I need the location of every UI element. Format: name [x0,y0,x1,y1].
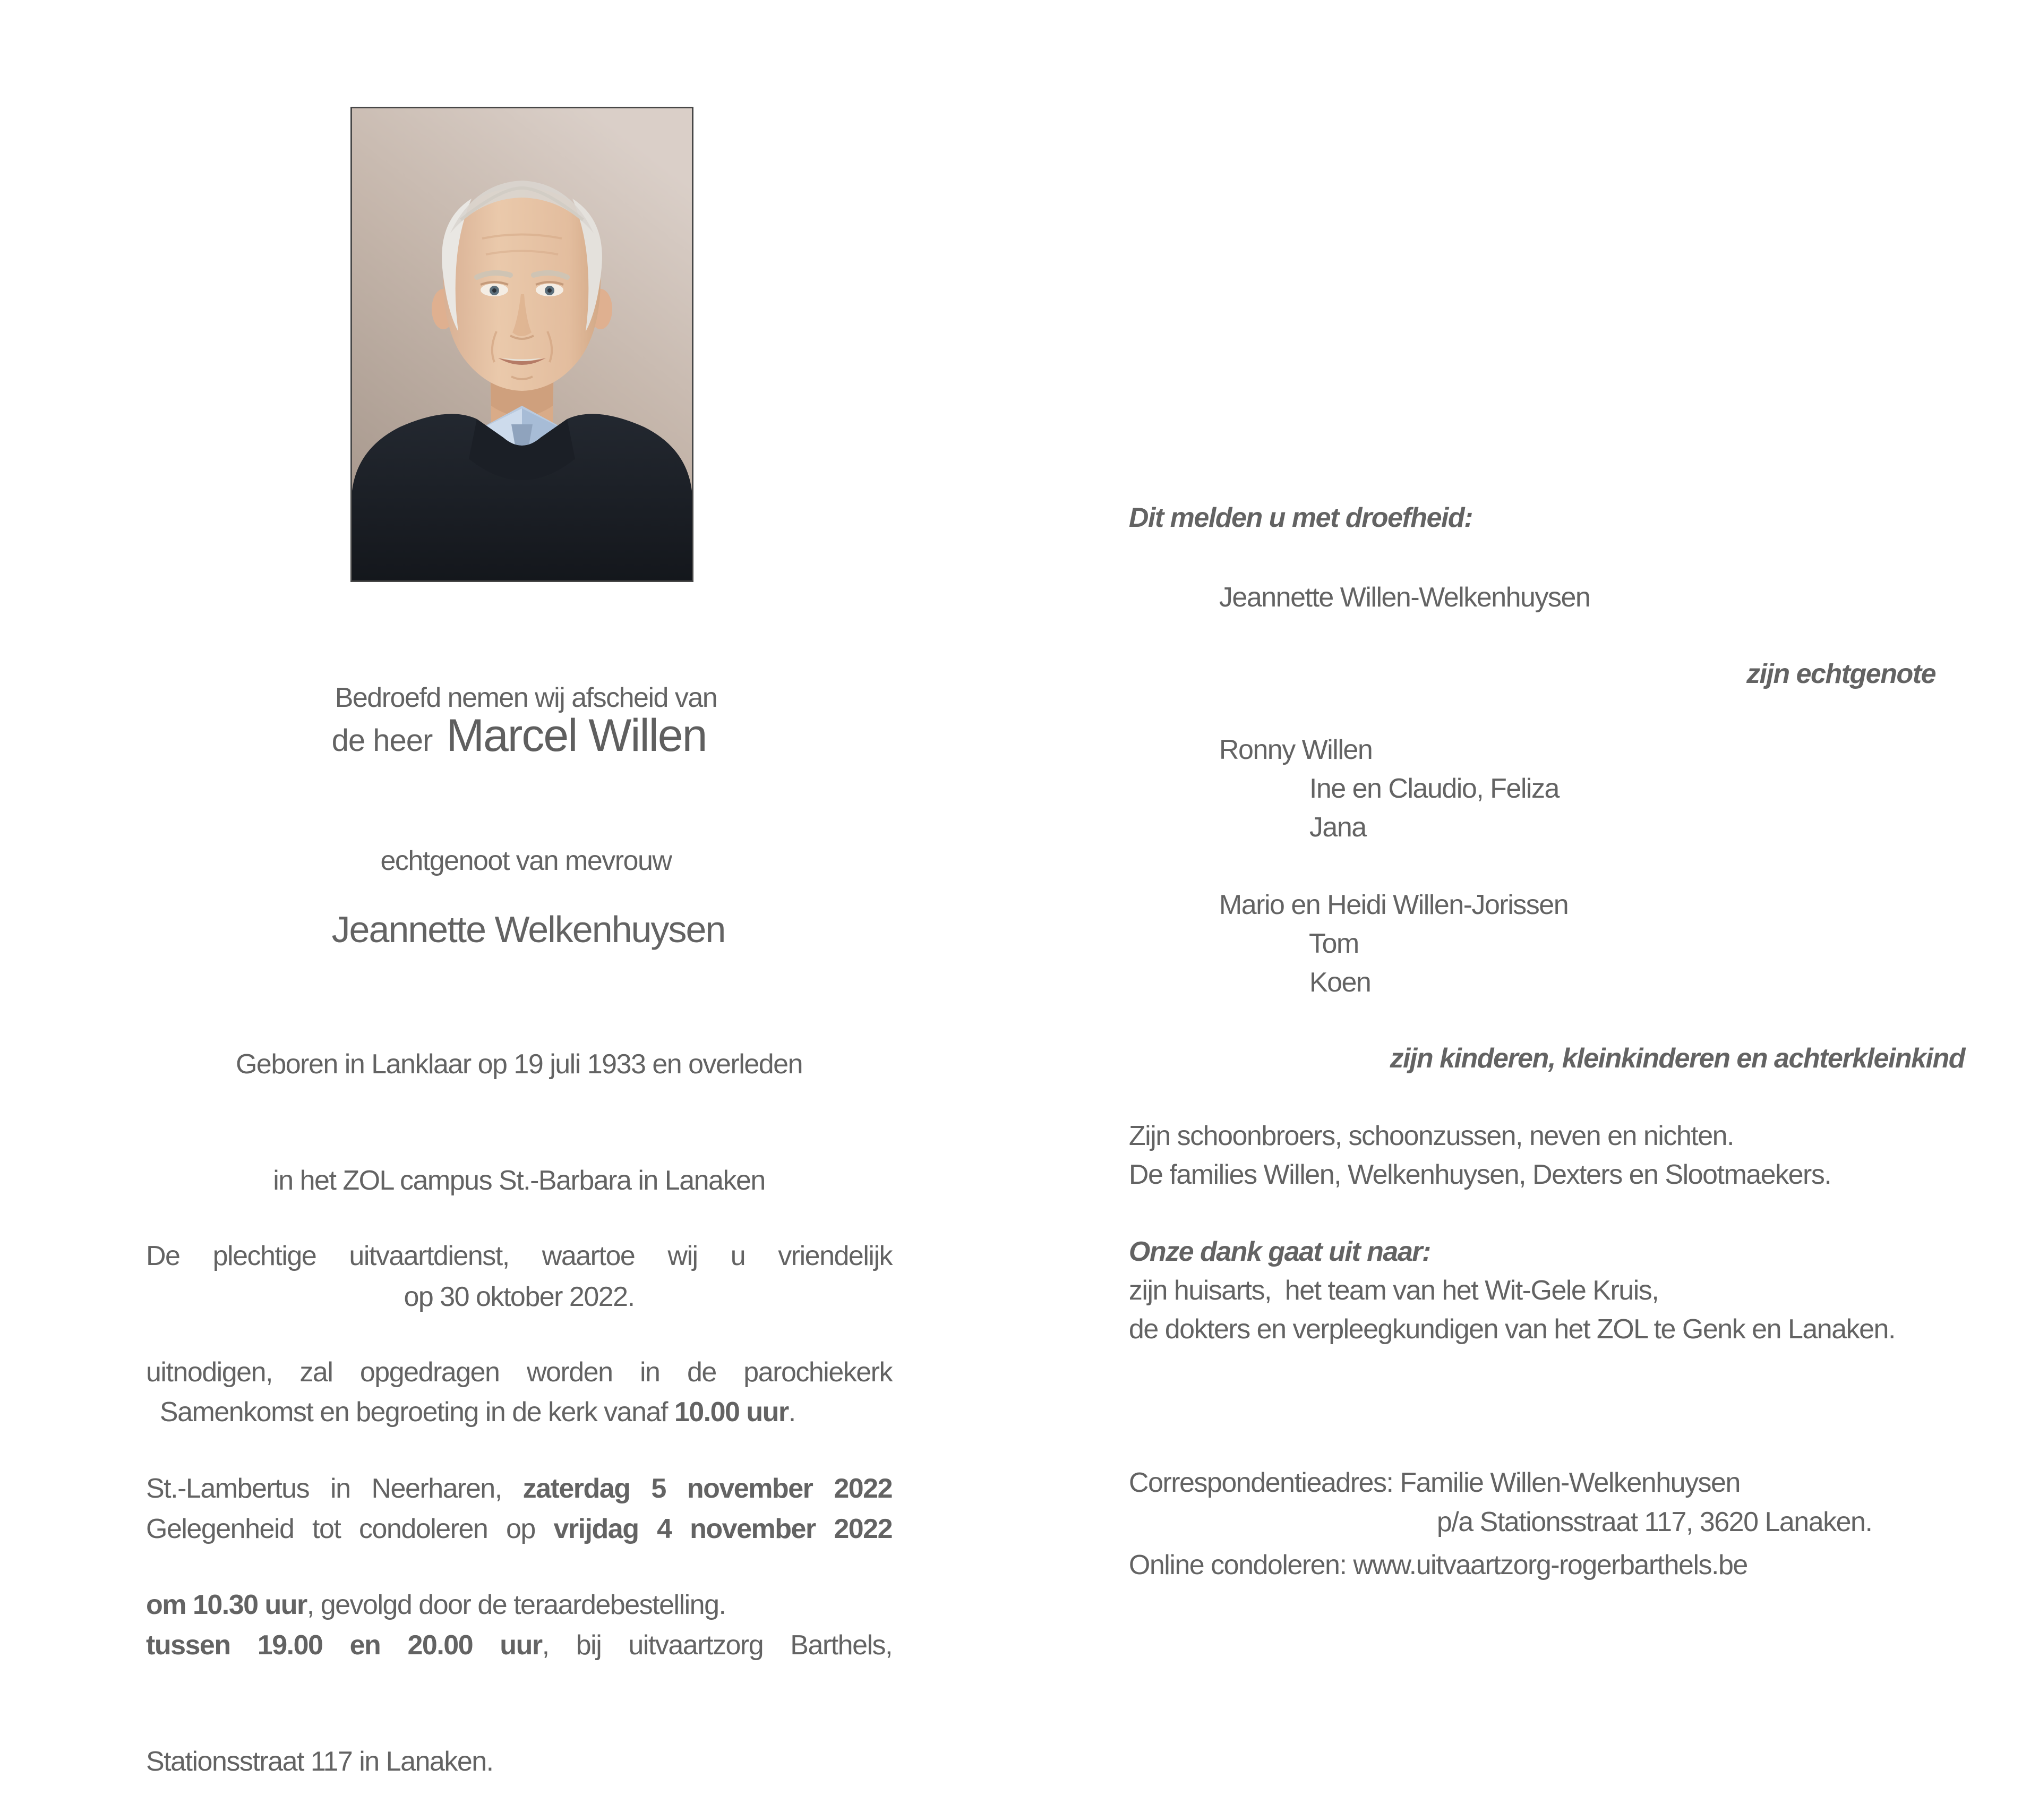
title-prefix: de heer [331,723,433,758]
thanks-heading: Onze dank gaat uit naar: [1128,1236,1430,1267]
deceased-name-line [146,706,892,778]
spouse-intro-text: echtgenoot van mevrouw [380,845,672,876]
service-time-bold: om 10.30 uur [146,1590,307,1620]
family-caption: zijn kinderen, kleinkinderen en achterkleinkind [1390,1043,1965,1074]
elderly-man-portrait-illustration [352,108,692,580]
thanks-line-2: de dokters en verpleegkundigen van het ZOL te Genk en Lanaken. [1128,1314,1895,1345]
widow-role-line: zijn echtgenote [1746,659,1935,689]
family-son2-children-2: Koen [1309,967,1371,998]
gathering-time-bold: 10.00 uur [674,1397,789,1428]
service-line-4: om 10.30 uur, gevolgd door de teraardebestelling. [146,1590,726,1620]
birth-line-2: in het ZOL campus St.-Barbara in Lanaken [273,1165,765,1196]
service-line-1: De plechtige uitvaartdienst, waartoe wij u vriendelijk [146,1241,892,1271]
family-son2: Mario en Heidi Willen-Jorissen [1219,890,1569,920]
widow-name-line: Jeannette Willen-Welkenhuysen [1219,582,1590,613]
condolence-date-bold: vrijdag 4 november 2022 [553,1514,892,1544]
condolence-line-1: Gelegenheid tot condoleren op vrijdag 4 november 2022 [146,1514,892,1544]
service-line-3: St.-Lambertus in Neerharen, zaterdag 5 november 2022 [146,1473,892,1504]
contact-line-3 [1115,1507,1747,1585]
announcement-heading: Dit melden u met droefheid: [1128,502,1473,533]
birth-line-3: op 30 oktober 2022. [404,1281,635,1312]
portrait-photo [350,107,693,582]
relatives-line-1: Zijn schoonbroers, schoonzussen, neven en nichten. [1128,1121,1734,1151]
service-date-bold: zaterdag 5 november 2022 [522,1473,892,1504]
birth-line-1: Geboren in Lanklaar op 19 juli 1933 en overleden [235,1049,803,1080]
contact-line-1: Correspondentieadres: Familie Willen-Welkenhuysen [1128,1467,1740,1498]
condolence-paragraph [146,1432,892,1820]
service-line-2: uitnodigen, zal opgedragen worden in de parochiekerk [146,1357,892,1388]
spouse-name: Jeannette Welkenhuysen [331,909,725,950]
intro-text: Bedroefd nemen wij afscheid van [335,682,717,713]
contact-line-2: p/a Stationsstraat 117, 3620 Lanaken. [1436,1507,1872,1537]
condolence-line-3: Stationsstraat 117 in Lanaken. [146,1746,493,1777]
spouse-name-line [146,856,892,954]
family-son1-children-2: Jana [1309,812,1366,843]
condolence-website: Online condoleren: www.uitvaartzorg-rogerbarthels.be [1128,1550,1747,1580]
thanks-line-1: zijn huisarts, het team van het Wit-Gele Kruis, [1128,1275,1659,1306]
family-son1-children-1: Ine en Claudio, Feliza [1309,773,1559,804]
deceased-name: Marcel Willen [446,710,707,761]
relatives-line-2: De families Willen, Welkenhuysen, Dexters en Slootmaekers. [1128,1159,1831,1190]
condolence-time-bold: tussen 19.00 en 20.00 uur [146,1630,542,1661]
gathering-line: Samenkomst en begroeting in de kerk vanaf 10.00 uur. [159,1397,795,1428]
family-son2-children-1: Tom [1308,928,1359,959]
condolence-line-2: tussen 19.00 en 20.00 uur, bij uitvaartzorg Barthels, [146,1630,893,1661]
family-son1: Ronny Willen [1219,734,1373,765]
